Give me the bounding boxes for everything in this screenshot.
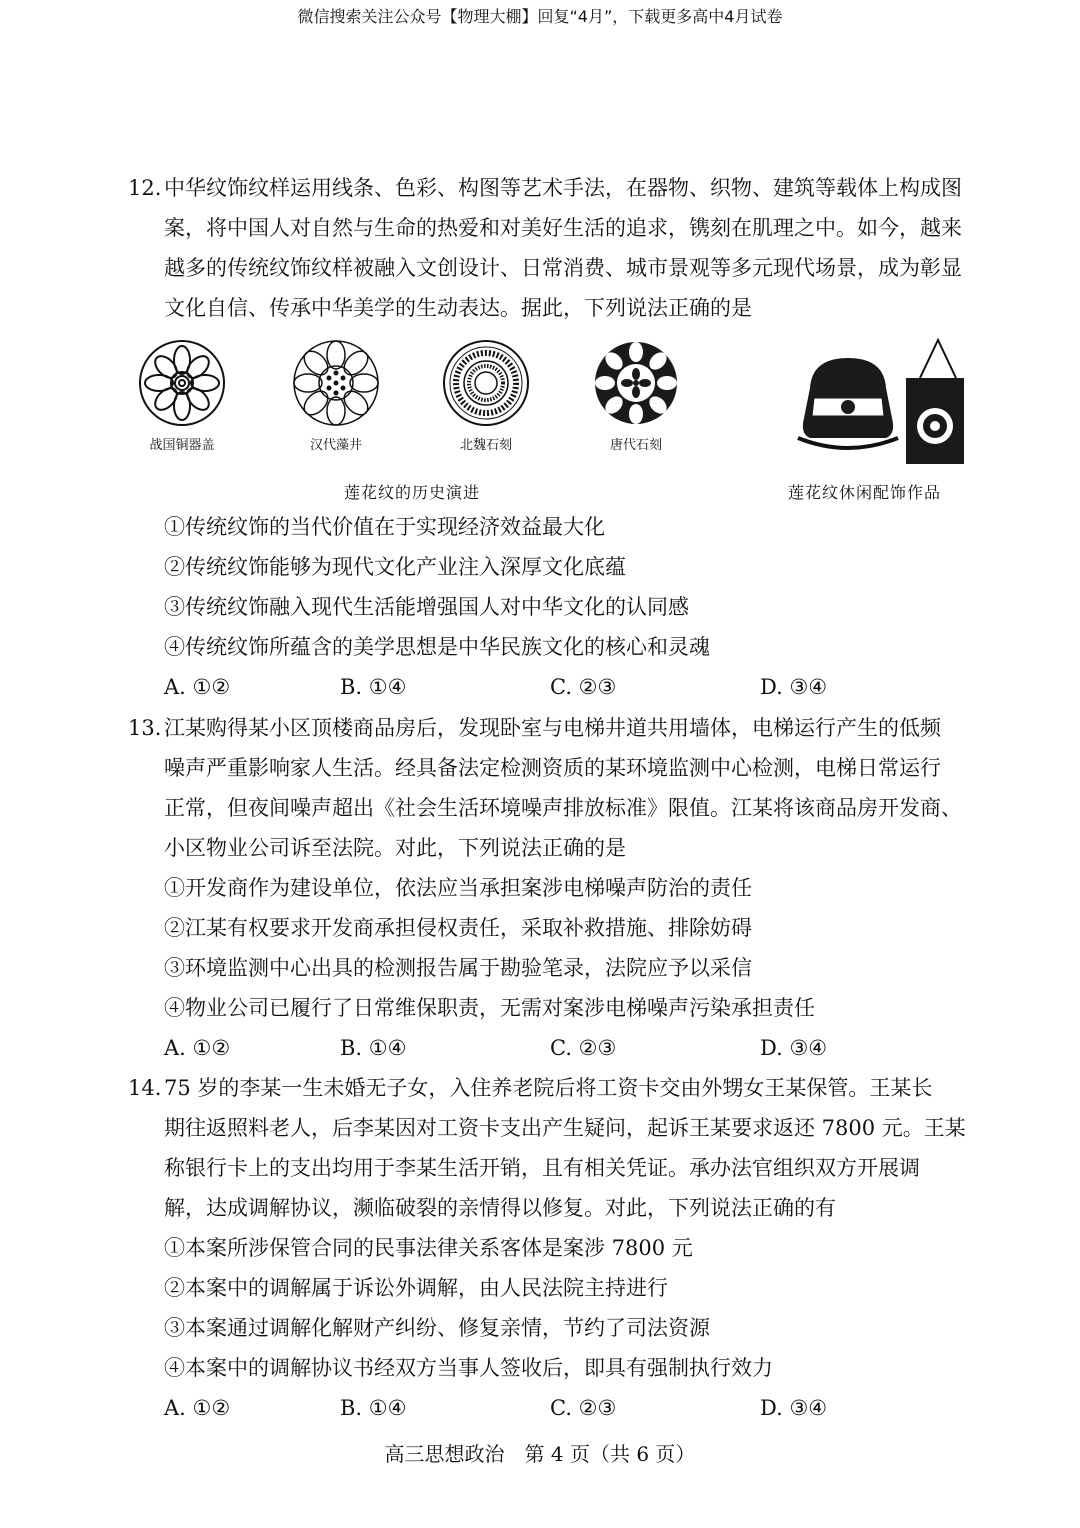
figure-accessories (778, 338, 978, 468)
statement-option: ④传统纹饰所蕴含的美学思想是中华民族文化的核心和灵魂 (164, 635, 710, 659)
statement-option: ②传统纹饰能够为现代文化产业注入深厚文化底蕴 (164, 555, 626, 579)
figure-han-caisson (286, 338, 386, 453)
question-text-line: 正常，但夜间噪声超出《社会生活环境噪声排放标准》限值。江某将该商品房开发商、 (164, 796, 962, 820)
lotus-tang-rosette-icon (591, 338, 681, 428)
question-text-line: 称银行卡上的支出均用于李某生活开销，且有相关凭证。承办法官组织双方开展调 (164, 1156, 920, 1180)
question-text-line: 中华纹饰纹样运用线条、色彩、构图等艺术手法，在器物、织物、建筑等载体上构成图 (164, 176, 962, 200)
question-number: 14. (128, 1076, 162, 1100)
figure-caption: 汉代藻井 (309, 438, 362, 453)
statement-option: ③传统纹饰融入现代生活能增强国人对中华文化的认同感 (164, 595, 689, 619)
statement-option: ①开发商作为建设单位，依法应当承担案涉电梯噪声防治的责任 (164, 876, 752, 900)
choice-b[interactable]: B. ①④ (340, 675, 407, 699)
lotus-stone-carving-icon (441, 338, 531, 428)
statement-option: ②本案中的调解属于诉讼外调解，由人民法院主持进行 (164, 1276, 668, 1300)
question-text-line: 噪声严重影响家人生活。经具备法定检测资质的某环境监测中心检测，电梯日常运行 (164, 756, 941, 780)
answer-choices (128, 667, 978, 707)
question-text-line: 越多的传统纹饰纹样被融入文创设计、日常消费、城市景观等多元现代场景，成为彰显 (164, 256, 962, 280)
choice-d[interactable]: D. ③④ (760, 1036, 828, 1060)
question-text-line: 75 岁的李某一生未婚无子女，入住养老院后将工资卡交由外甥女王某保管。王某长 (164, 1076, 933, 1100)
figure-left-title: 莲花纹的历史演进 (344, 483, 481, 502)
statement-option: ③环境监测中心出具的检测报告属于勘验笔录，法院应予以采信 (164, 956, 752, 980)
answer-choices (128, 1028, 978, 1068)
choice-d[interactable]: D. ③④ (760, 1396, 828, 1420)
question-number: 13. (128, 716, 162, 740)
choice-a[interactable]: A. ①② (164, 1036, 231, 1060)
figure-right-title: 莲花纹休闲配饰作品 (788, 483, 942, 502)
hat-and-bag-icon (788, 338, 968, 468)
choice-d[interactable]: D. ③④ (760, 675, 828, 699)
question-text-line: 期往返照料老人，后李某因对工资卡支出产生疑问，起诉王某要求返还 7800 元。王某 (164, 1116, 966, 1140)
question-12-options (128, 507, 978, 707)
choice-c[interactable]: C. ②③ (550, 675, 617, 699)
question-14 (128, 1068, 978, 1428)
choice-b[interactable]: B. ①④ (340, 1396, 407, 1420)
question-number: 12. (128, 176, 162, 200)
statement-option: ④本案中的调解协议书经双方当事人签收后，即具有强制执行效力 (164, 1356, 773, 1380)
banner-text: 微信搜索关注公众号【物理大棚】回复“4月”，下载更多高中4月试卷 (297, 7, 783, 26)
choice-c[interactable]: C. ②③ (550, 1036, 617, 1060)
figure-tang-carving (586, 338, 686, 453)
choice-a[interactable]: A. ①② (164, 675, 231, 699)
question-text-line: 江某购得某小区顶楼商品房后，发现卧室与电梯井道共用墙体，电梯运行产生的低频 (164, 716, 941, 740)
lotus-pattern-figure (128, 338, 988, 508)
statement-option: ①传统纹饰的当代价值在于实现经济效益最大化 (164, 515, 605, 539)
question-text-line: 文化自信、传承中华美学的生动表达。据此，下列说法正确的是 (164, 296, 752, 320)
choice-b[interactable]: B. ①④ (340, 1036, 407, 1060)
figure-warring-states (132, 338, 232, 453)
page-footer: 高三思想政治 第 4 页（共 6 页） (384, 1442, 696, 1466)
figure-caption: 北魏石刻 (459, 438, 512, 453)
statement-option: ①本案所涉保管合同的民事法律关系客体是案涉 7800 元 (164, 1236, 693, 1260)
figure-caption: 唐代石刻 (609, 438, 662, 453)
figure-northern-wei (436, 338, 536, 453)
question-12 (128, 168, 978, 328)
choice-c[interactable]: C. ②③ (550, 1396, 617, 1420)
figure-caption: 战国铜器盖 (149, 438, 215, 453)
statement-option: ③本案通过调解化解财产纠纷、修复亲情，节约了司法资源 (164, 1316, 710, 1340)
question-13 (128, 708, 978, 1068)
statement-option: ④物业公司已履行了日常维保职责，无需对案涉电梯噪声污染承担责任 (164, 996, 815, 1020)
question-text-line: 小区物业公司诉至法院。对此，下列说法正确的是 (164, 836, 626, 860)
question-text-line: 案，将中国人对自然与生命的热爱和对美好生活的追求，镌刻在肌理之中。如今，越来 (164, 216, 962, 240)
question-text-line: 解，达成调解协议，濒临破裂的亲情得以修复。对此，下列说法正确的有 (164, 1196, 836, 1220)
lotus-bronze-lid-icon (137, 338, 227, 428)
statement-option: ②江某有权要求开发商承担侵权责任，采取补救措施、排除妨碍 (164, 916, 752, 940)
lotus-caisson-icon (291, 338, 381, 428)
choice-a[interactable]: A. ①② (164, 1396, 231, 1420)
answer-choices (128, 1388, 978, 1428)
